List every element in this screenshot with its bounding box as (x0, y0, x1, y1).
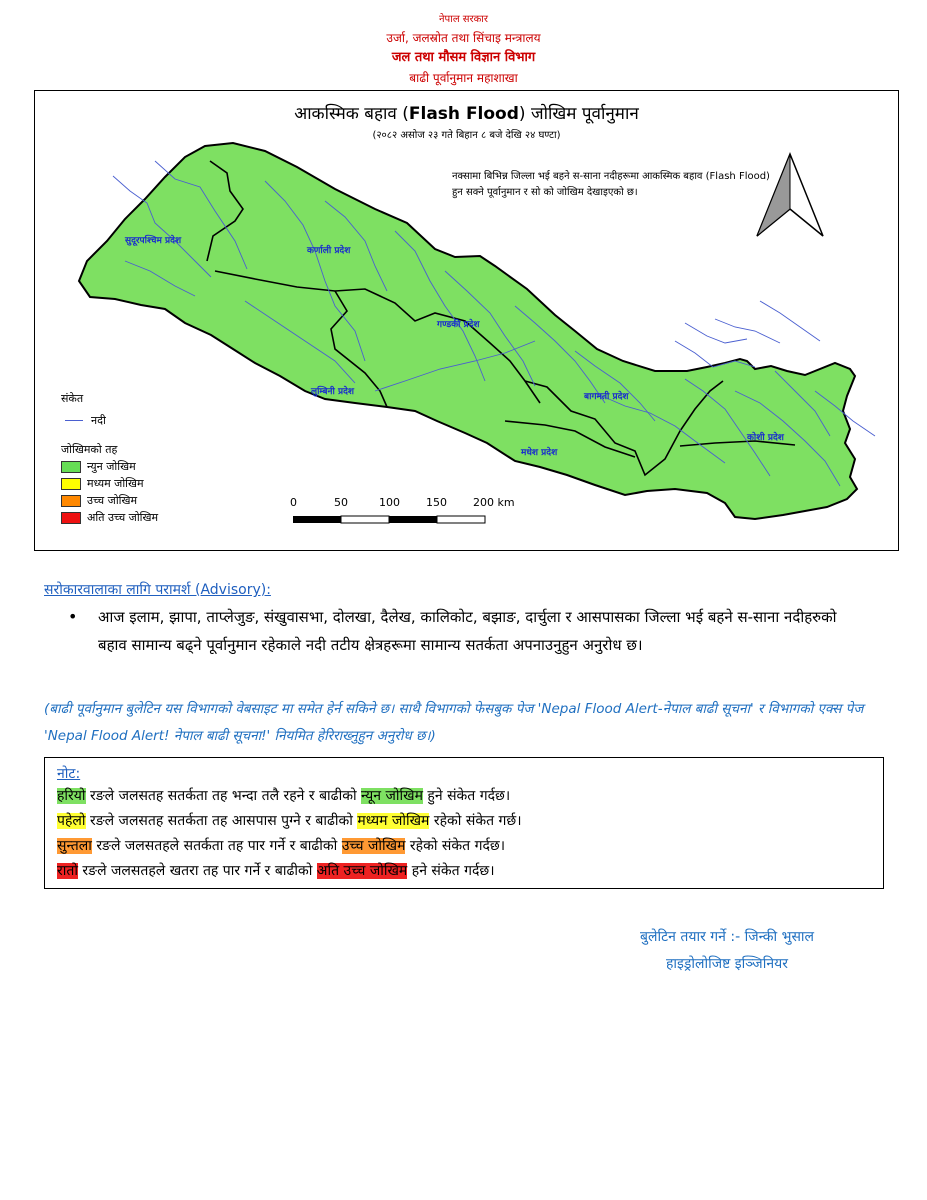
info-note: (बाढी पूर्वानुमान बुलेटिन यस विभागको वेबसाइट मा समेत हेर्न सकिने छ। साथै विभागको फेसबुक पेज 'Nepal Flood Alert-नेपाल बाढी सूचना' र विभागको एक्स पेज 'Nepal Flood Alert! नेपाल बाढी सूचना!' नियमित हेरिराख्नुहुन अनुरोध छ।) (44, 701, 864, 744)
map-frame (34, 90, 899, 551)
note-line-orange: सुन्तला रङले जलसतहले सतर्कता तह पार गर्ने र बाढीको उच्च जोखिम रहेको संकेत गर्दछ। (57, 838, 506, 854)
legend-item-high: उच्च जोखिम (61, 492, 158, 509)
province-label: सुदूरपश्चिम प्रदेश (125, 236, 182, 246)
signature-title: हाइड्रोलोजिष्ट इञ्जिनियर (666, 956, 788, 972)
legend-item-medium: मध्यम जोखिम (61, 475, 158, 492)
scale-labels: 0 50 100 150 200 km (290, 496, 515, 509)
advisory-body (68, 603, 868, 659)
note-line-yellow: पहेलो रङले जलसतह सतर्कता तह आसपास पुग्ने र बाढीको मध्यम जोखिम रहेको संकेत गर्छ। (57, 813, 522, 829)
note-heading: नोट: (57, 766, 81, 782)
note-box (44, 757, 884, 889)
legend-item-low: न्युन जोखिम (61, 458, 158, 475)
map-legend (61, 391, 158, 526)
signature-name: बुलेटिन तयार गर्ने :- जिन्की भुसाल (640, 929, 815, 945)
bullet-icon: • (68, 607, 78, 626)
header-ministry: उर्जा, जलस्रोत तथा सिंचाइ मन्त्रालय (386, 31, 541, 45)
note-line-red: रातो रङले जलसतहले खतरा तह पार गर्ने र बाढीको अति उच्च जोखिम हने संकेत गर्दछ। (57, 863, 495, 879)
swatch-green-icon (61, 461, 81, 473)
legend-river: नदी (61, 412, 158, 429)
province-label: बागमती प्रदेश (584, 392, 629, 402)
note-line-green: हरियो रङले जलसतह सतर्कता तह भन्दा तलै रहने र बाढीको न्यून जोखिम हुने संकेत गर्दछ। (57, 788, 511, 804)
legend-heading: संकेत (61, 392, 84, 405)
map-title: आकस्मिक बहाव (Flash Flood) जोखिम पूर्वानुमान (294, 104, 639, 124)
province-label: लुम्बिनी प्रदेश (311, 387, 354, 397)
province-label: कोशी प्रदेश (747, 433, 784, 443)
province-label: कर्णाली प्रदेश (307, 246, 351, 256)
header-division: बाढी पूर्वानुमान महाशाखा (409, 71, 518, 85)
swatch-red-icon (61, 512, 81, 524)
header-government: नेपाल सरकार (439, 14, 488, 25)
swatch-yellow-icon (61, 478, 81, 490)
legend-item-very-high: अति उच्च जोखिम (61, 509, 158, 526)
header-department: जल तथा मौसम विज्ञान विभाग (391, 50, 536, 65)
river-line-icon (65, 420, 83, 421)
swatch-orange-icon (61, 495, 81, 507)
province-label: गण्डकी प्रदेश (437, 320, 480, 330)
province-label: मधेश प्रदेश (521, 448, 558, 458)
nepal-map (35, 91, 899, 551)
signature (640, 924, 880, 978)
header (0, 12, 927, 88)
map-subtitle: (२०८२ असोज २३ गते बिहान ८ बजे देखि २४ घण्टा) (372, 130, 561, 141)
advisory-text: आज इलाम, झापा, ताप्लेजुङ, संखुवासभा, दोलखा, दैलेख, कालिकोट, बझाङ, दार्चुला र आसपासका जिल्ला भई बहने स-साना नदीहरुको बहाव सामान्य बढ्ने पूर्वानुमान रहेकाले नदी तटीय क्षेत्रहरूमा सामान्य सतर्कता अपनाउनुहुन अनुरोध छ। (98, 608, 837, 654)
advisory-heading: सरोकारवालाका लागि परामर्श (Advisory): (44, 582, 271, 598)
legend-risk-heading: जोखिमको तह (61, 443, 118, 456)
map-description: नक्सामा बिभिन्न जिल्ला भई बहने स-साना नदीहरूमा आकस्मिक बहाव (Flash Flood) हुन सक्ने पूर्वानुमान र सो को जोखिम देखाइएको छ। (452, 171, 770, 198)
